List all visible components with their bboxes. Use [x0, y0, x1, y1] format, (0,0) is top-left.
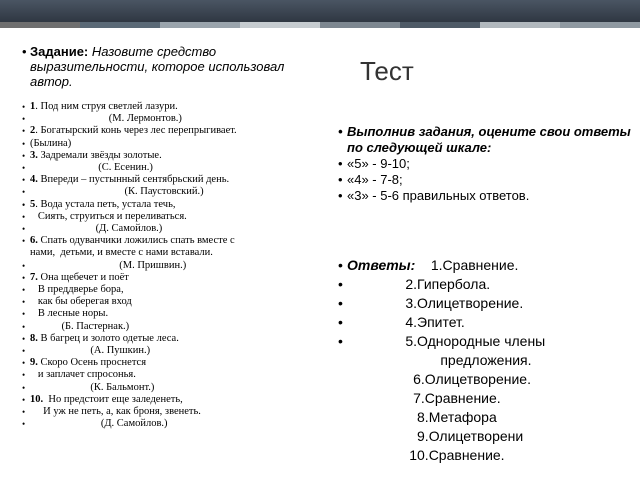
task-item-number: 3. — [30, 149, 38, 161]
task-item-text: Скоро Осень проснется — [37, 357, 147, 369]
answer-text: 10.Сравнение. — [347, 447, 505, 463]
answer-line — [338, 275, 638, 294]
grading-line: • «5» - 9-10; — [338, 156, 638, 172]
task-item-text: Спать одуванчики ложились спать вместе с — [37, 235, 235, 247]
stripe-segment — [80, 22, 160, 28]
task-item-text: (Былина) — [30, 137, 72, 149]
answers-label: Ответы: — [347, 257, 416, 273]
task-item-line — [22, 369, 322, 381]
task-item-text: В багрец и золото одетые леса. — [37, 332, 179, 344]
task-item-number: 6. — [30, 235, 38, 247]
task-item-text: В преддверье бора, — [30, 284, 124, 296]
answer-line — [338, 446, 638, 465]
answer-line — [338, 294, 638, 313]
stripe-segment — [160, 22, 240, 28]
task-item-line — [22, 162, 322, 174]
task-item-line — [22, 174, 322, 186]
answer-text: 2.Гипербола. — [347, 276, 491, 292]
task-item-text: как бы оберегая вход — [30, 296, 132, 308]
task-item-number: 1 — [30, 101, 36, 112]
task-item-text: В лесные норы. — [30, 308, 109, 320]
task-item-number: 10. — [30, 393, 44, 405]
grading-heading: • Выполнив задания, оцените свои ответы по следующей шкале: — [338, 124, 638, 156]
task-item-line — [22, 235, 322, 247]
answer-text: 8.Метафора — [347, 409, 497, 425]
answer-line — [338, 256, 638, 275]
answer-text: 1.Сравнение. — [415, 257, 519, 273]
task-item-text: (А. Пушкин.) — [30, 345, 151, 357]
answer-line — [338, 313, 638, 332]
task-item-line — [22, 308, 322, 320]
task-item-number: 7. — [30, 271, 38, 283]
task-item-text: и заплачет спросонья. — [30, 369, 136, 381]
slide-title: Тест — [360, 56, 414, 86]
task-item-text: (К. Паустовский.) — [30, 186, 204, 198]
task-item-text: (М. Пришвин.) — [30, 259, 187, 271]
tasks-list — [22, 101, 322, 430]
stripe-segment — [320, 22, 400, 28]
task-instruction — [22, 44, 322, 89]
task-item-text: Впереди – пустынный сентябрьский день. — [37, 174, 230, 186]
task-item-text: И уж не петь, а, как броня, звенеть. — [30, 406, 201, 418]
task-item-text: Но предстоит еще заледенеть, — [43, 393, 183, 405]
task-item-text: (Б. Пастернак.) — [30, 320, 130, 332]
task-item-line — [22, 247, 322, 259]
task-item-number: 4. — [30, 174, 38, 186]
task-item-line — [22, 394, 322, 406]
task-item-line — [22, 150, 322, 162]
slide-color-stripe — [0, 22, 640, 28]
task-item-text: Задремали звёзды золотые. — [37, 149, 162, 161]
answer-line — [338, 427, 638, 446]
task-item-line — [22, 211, 322, 223]
task-item-line — [22, 418, 322, 430]
task-item-line — [22, 101, 322, 113]
task-item-text: (Д. Самойлов.) — [30, 418, 168, 430]
task-item-line — [22, 382, 322, 394]
task-item-number: 5 — [30, 198, 36, 210]
answer-text: 5.Однородные члены — [347, 333, 546, 349]
task-item-line — [22, 296, 322, 308]
stripe-segment — [400, 22, 480, 28]
tasks-panel — [22, 44, 322, 430]
answer-text: предложения. — [347, 352, 532, 368]
task-item-line — [22, 199, 322, 211]
task-item-line — [22, 406, 322, 418]
task-item-line — [22, 357, 322, 369]
task-item-line — [22, 260, 322, 272]
task-item-line — [22, 186, 322, 198]
answer-text: 6.Олицетворение. — [347, 371, 531, 387]
answers-panel — [338, 256, 638, 465]
answer-line — [338, 370, 638, 389]
task-item-text: . Богатырский конь через лес перепрыгивает. — [35, 125, 237, 137]
answer-text: 7.Сравнение. — [347, 390, 501, 406]
answer-text: 3.Олицетворение. — [347, 295, 524, 311]
task-item-text: нами, детьми, и вместе с нами вставали. — [30, 247, 213, 259]
grading-panel — [338, 124, 638, 204]
stripe-segment — [480, 22, 560, 28]
task-item-text: Она щебечет и поёт — [37, 271, 129, 283]
task-item-line — [22, 272, 322, 284]
stripe-segment — [0, 22, 80, 28]
task-item-line — [22, 125, 322, 137]
task-item-line — [22, 138, 322, 150]
task-item-number: 2 — [30, 125, 36, 137]
answer-line — [338, 332, 638, 351]
stripe-segment — [240, 22, 320, 28]
grading-line: • «4» - 7-8; — [338, 172, 638, 188]
answer-line — [338, 351, 638, 370]
task-label: Задание: — [30, 44, 89, 59]
stripe-segment — [560, 22, 640, 28]
grading-line: • «3» - 5-6 правильных ответов. — [338, 188, 638, 204]
task-item-line — [22, 284, 322, 296]
answer-text: 9.Олицетворени — [347, 428, 524, 444]
task-item-number: 8. — [30, 332, 38, 344]
answer-line — [338, 408, 638, 427]
task-item-line — [22, 113, 322, 125]
task-item-line — [22, 333, 322, 345]
task-text: Назовите средство выразительности, которое использовал автор. — [30, 44, 285, 89]
task-item-text: (Д. Самойлов.) — [30, 223, 163, 235]
task-item-text: . Под ним струя светлей лазури. — [35, 101, 178, 112]
task-item-text: . Вода устала петь, устала течь, — [35, 198, 176, 210]
task-item-text: (К. Бальмонт.) — [30, 381, 155, 393]
task-item-number: 9. — [30, 357, 38, 369]
answer-line — [338, 389, 638, 408]
task-item-text: (С. Есенин.) — [30, 162, 153, 174]
slide-top-bar — [0, 0, 640, 22]
task-item-line — [22, 223, 322, 235]
task-item-text: (М. Лермонтов.) — [30, 113, 182, 125]
task-item-text: Сиять, струиться и переливаться. — [30, 210, 187, 222]
task-item-line — [22, 321, 322, 333]
answer-text: 4.Эпитет. — [347, 314, 465, 330]
task-item-line — [22, 345, 322, 357]
